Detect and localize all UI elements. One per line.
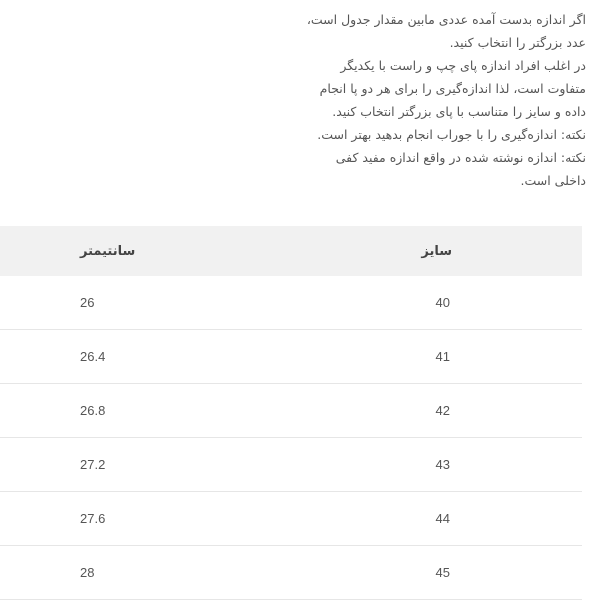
table-row bbox=[0, 546, 582, 600]
size-cell: 43 bbox=[200, 438, 582, 492]
cm-column-header: سانتیمتر bbox=[80, 243, 136, 259]
cm-cell: 27.6 bbox=[80, 511, 106, 526]
instruction-line: نکته: اندازه‌گیری را با جوراب انجام بدهید بهتر است. bbox=[317, 127, 586, 142]
cm-cell-wrap bbox=[0, 330, 200, 384]
instruction-line: در اغلب افراد اندازه پای چپ و راست با یکدیگر bbox=[340, 58, 586, 73]
cm-cell-wrap bbox=[0, 438, 200, 492]
instruction-line: نکته: اندازه نوشته شده در واقع اندازه مفید کفی bbox=[335, 150, 586, 165]
cm-cell: 26 bbox=[80, 295, 95, 310]
instruction-line: داخلی است. bbox=[520, 173, 586, 188]
table-header bbox=[0, 226, 582, 276]
table-row bbox=[0, 438, 582, 492]
cm-cell-wrap bbox=[0, 546, 200, 600]
table-row bbox=[0, 330, 582, 384]
table-row bbox=[0, 276, 582, 330]
size-cell: 41 bbox=[200, 330, 582, 384]
size-cell: 45 bbox=[200, 546, 582, 600]
cm-cell-wrap bbox=[0, 276, 200, 330]
table-body bbox=[0, 276, 582, 600]
instruction-line: داده و سایز را متناسب با پای بزرگتر انتخاب کنید. bbox=[332, 104, 586, 119]
cm-cell: 26.4 bbox=[80, 349, 106, 364]
size-instructions bbox=[256, 8, 586, 192]
table-row bbox=[0, 384, 582, 438]
size-cell: 44 bbox=[200, 492, 582, 546]
table-header-row bbox=[0, 226, 582, 276]
cm-cell: 28 bbox=[80, 565, 95, 580]
size-column-header: سایز bbox=[421, 243, 452, 259]
cm-cell-wrap bbox=[0, 492, 200, 546]
instruction-line: متفاوت است، لذا اندازه‌گیری را برای هر دو پا انجام bbox=[319, 81, 586, 96]
cm-cell: 27.2 bbox=[80, 457, 106, 472]
size-cell: 42 bbox=[200, 384, 582, 438]
size-cell: 40 bbox=[200, 276, 582, 330]
cm-column-header-cell bbox=[0, 226, 200, 276]
instruction-line: عدد بزرگتر را انتخاب کنید. bbox=[449, 35, 586, 50]
size-table bbox=[0, 226, 582, 600]
table-row bbox=[0, 492, 582, 546]
instruction-line: اگر اندازه بدست آمده عددی مابین مقدار جدول است، bbox=[306, 12, 586, 27]
cm-cell-wrap bbox=[0, 384, 200, 438]
cm-cell: 26.8 bbox=[80, 403, 106, 418]
